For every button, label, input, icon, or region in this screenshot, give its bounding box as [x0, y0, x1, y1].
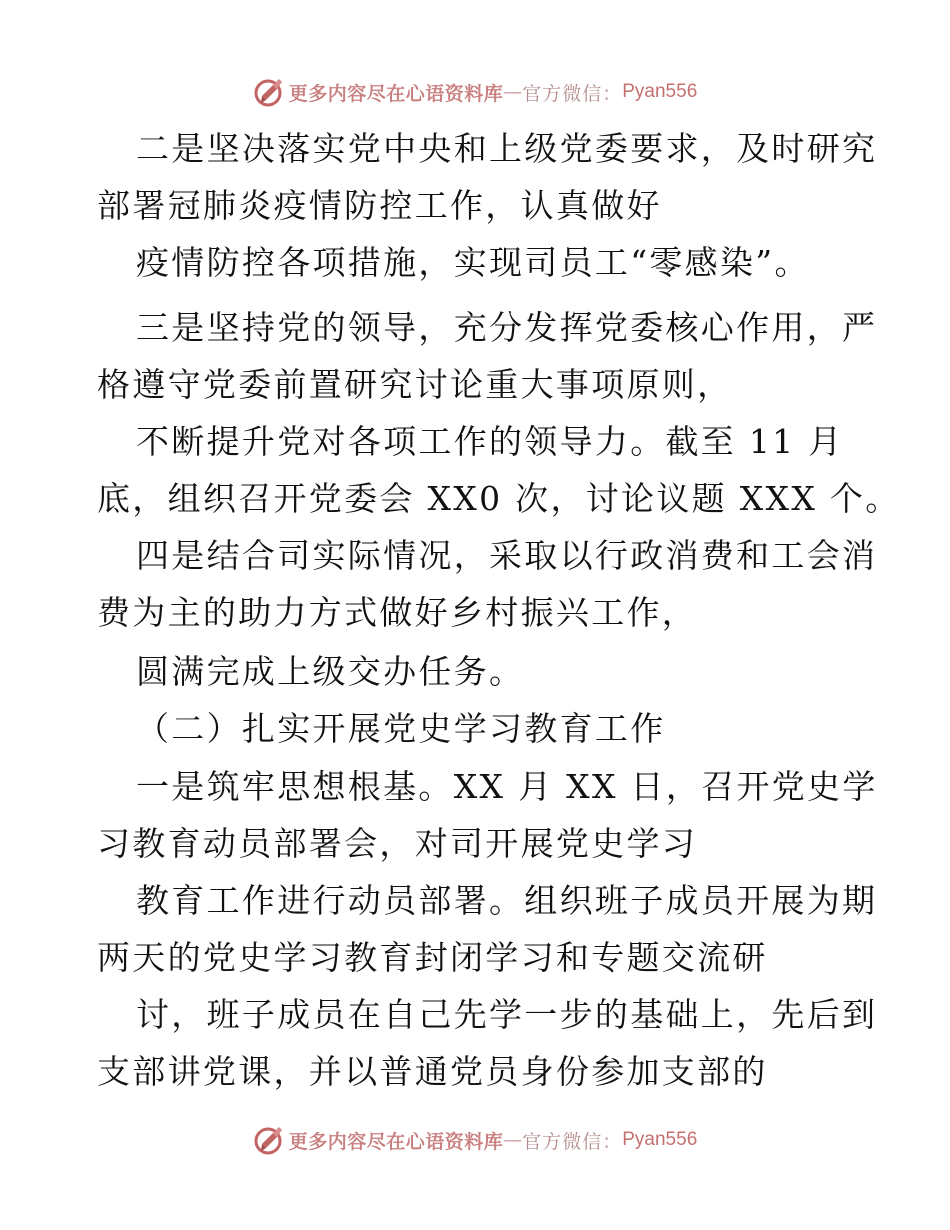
text-line: 一是筑牢思想根基。XX 月 XX 日，召开党史学: [136, 767, 878, 806]
text-line: 格遵守党委前置研究讨论重大事项原则，: [97, 365, 733, 404]
watermark-text: 更多内容尽在心语资料库: [288, 1130, 504, 1153]
header-watermark: [0, 72, 950, 112]
watermark-dash: —: [503, 1129, 523, 1151]
text-line: 习教育动员部署会，对司开展党史学习: [97, 824, 698, 863]
text-line: 费为主的助力方式做好乡村振兴工作，: [97, 593, 698, 632]
section-heading: （二）扎实开展党史学习教育工作: [136, 709, 666, 748]
watermark-text: 更多内容尽在心语资料库: [288, 82, 504, 105]
logo-icon: [253, 1124, 285, 1156]
text-line: 圆满完成上级交办任务。: [136, 652, 525, 691]
logo-icon: [253, 76, 285, 108]
watermark-wechat-id: Pyan556: [622, 81, 698, 102]
text-line: 教育工作进行动员部署。组织班子成员开展为期: [136, 881, 878, 920]
text-line: 支部讲党课，并以普通党员身份参加支部的: [97, 1052, 768, 1091]
watermark-official-label: 官方微信：: [522, 82, 623, 105]
text-line: 不断提升党对各项工作的领导力。截至 11 月: [136, 422, 844, 461]
text-line: 两天的党史学习教育封闭学习和专题交流研: [97, 938, 768, 977]
text-line: 疫情防控各项措施，实现司员工“零感染”。: [136, 243, 810, 282]
text-line: 部署冠肺炎疫情防控工作，认真做好: [97, 186, 662, 225]
watermark-wechat-id: Pyan556: [622, 1129, 698, 1150]
text-line: 讨，班子成员在自己先学一步的基础上，先后到: [136, 995, 878, 1034]
text-line: 底，组织召开党委会 XX0 次，讨论议题 XXX 个。: [97, 479, 901, 518]
footer-watermark: [0, 1120, 950, 1160]
watermark-dash: —: [503, 81, 523, 103]
text-line: 三是坚持党的领导，充分发挥党委核心作用，严: [136, 308, 878, 347]
text-line: 二是坚决落实党中央和上级党委要求，及时研究: [136, 129, 878, 168]
watermark-official-label: 官方微信：: [522, 1130, 623, 1153]
text-line: 四是结合司实际情况，采取以行政消费和工会消: [136, 536, 878, 575]
